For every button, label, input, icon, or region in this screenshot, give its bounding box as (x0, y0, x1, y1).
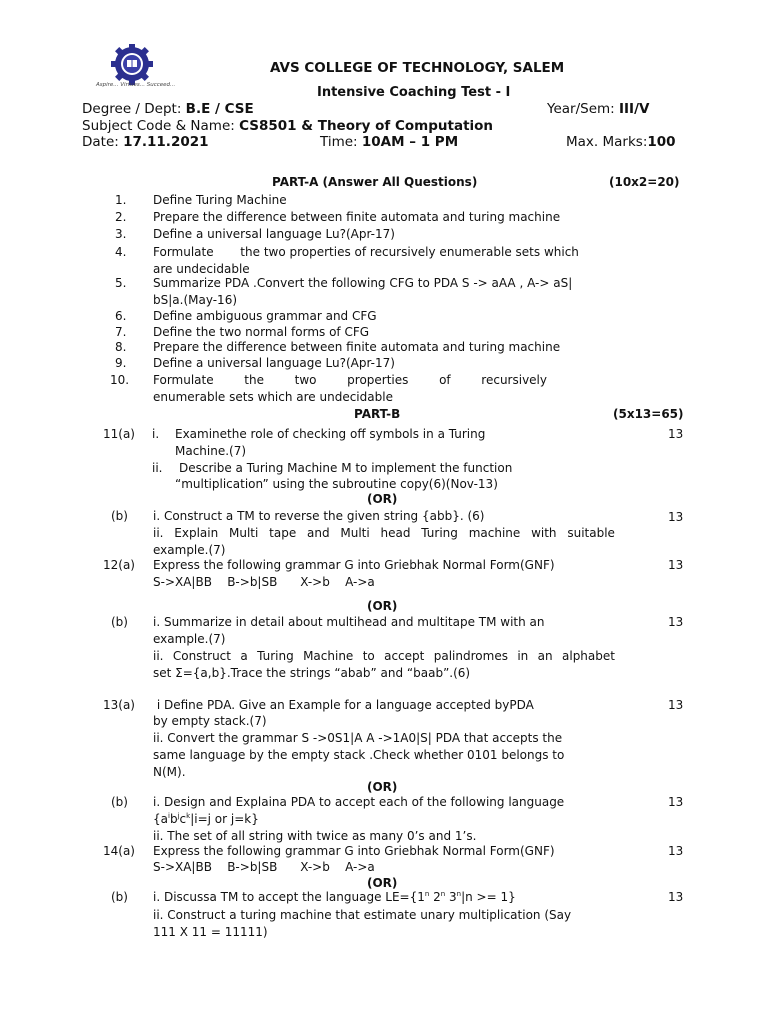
qb-text: S->XA|BB B->b|SB X->b A->a (153, 575, 375, 589)
part-b-marks: (5x13=65) (613, 407, 684, 421)
word: head (380, 526, 411, 540)
qa-text: Define a universal language Lu?(Apr-17) (153, 227, 395, 241)
qa-text-justified (153, 373, 547, 387)
word: accept (384, 649, 425, 663)
marks-13: 13 (668, 890, 684, 904)
subject-value: CS8501 & Theory of Computation (239, 118, 494, 134)
word: ii. (153, 649, 164, 663)
marks-13: 13 (668, 510, 684, 524)
qa-text: enumerable sets which are undecidable (153, 390, 393, 404)
word: the (244, 373, 264, 387)
word: ii. (153, 526, 164, 540)
word: Machine (303, 649, 354, 663)
or-divider: (OR) (367, 876, 398, 890)
qb-text: S->XA|BB B->b|SB X->b A->a (153, 860, 375, 874)
marks-13: 13 (668, 698, 684, 712)
formula-part: c (179, 812, 187, 826)
qb-text-formula (153, 812, 259, 826)
degree-value: B.E / CSE (185, 101, 254, 117)
date-label: Date: (82, 134, 124, 150)
qb-text: example.(7) (153, 543, 226, 557)
marks-line (566, 134, 676, 150)
college-logo (96, 44, 176, 92)
time-line (320, 134, 458, 150)
marks-13: 13 (668, 558, 684, 572)
word: suitable (567, 526, 615, 540)
marks-label: Max. Marks: (566, 134, 648, 150)
word: alphabet (562, 649, 615, 663)
word: recursively (481, 373, 547, 387)
qb-text: Machine.(7) (175, 444, 247, 458)
college-name: AVS COLLEGE OF TECHNOLOGY, SALEM (270, 60, 565, 76)
qa-number: 10. (110, 373, 130, 387)
qa-text: Formulate the two properties of recursively enumerable sets which (153, 245, 579, 259)
word: in (517, 649, 529, 663)
superscript: i (168, 812, 170, 820)
word: properties (347, 373, 409, 387)
qa-text: bS|a.(May-16) (153, 293, 238, 307)
yearsem-label: Year/Sem: (547, 101, 619, 117)
time-value: 10AM – 1 PM (361, 134, 459, 150)
marks-13: 13 (668, 615, 684, 629)
qa-number: 2. (115, 210, 127, 224)
qb-text-formula (153, 890, 516, 904)
qa-number: 5. (115, 276, 127, 290)
qa-number: 4. (115, 245, 127, 259)
qb-number: 14(a) (103, 844, 135, 858)
qb-text: same language by the empty stack .Check whether 0101 belongs to (153, 748, 565, 762)
qa-text: Define the two normal forms of CFG (153, 325, 370, 339)
qb-roman: ii. (152, 461, 163, 475)
word: Multi (340, 526, 370, 540)
qb-text-justified (153, 649, 615, 663)
qb-text: by empty stack.(7) (153, 714, 267, 728)
qb-text: Express the following grammar G into Griebhak Normal Form(GNF) (153, 558, 555, 572)
qb-text: i. Summarize in detail about multihead and multitape TM with an (153, 615, 545, 629)
qa-number: 8. (115, 340, 127, 354)
word: an (537, 649, 553, 663)
logo-tagline: Aspire... Virtues... Succeed... (96, 82, 176, 88)
word: two (294, 373, 317, 387)
test-name: Intensive Coaching Test - I (317, 85, 511, 100)
qa-number: 3. (115, 227, 127, 241)
qa-text: Define a universal language Lu?(Apr-17) (153, 356, 395, 370)
degree-label: Degree / Dept: (82, 101, 186, 117)
qb-text: i. Construct a TM to reverse the given string {abb}. (6) (153, 509, 485, 523)
subject-label: Subject Code & Name: (82, 118, 240, 134)
superscript: n (424, 890, 430, 898)
formula-part: |n >= 1} (461, 890, 516, 904)
superscript: n (456, 890, 462, 898)
yearsem-value: III/V (619, 101, 650, 117)
word: and (307, 526, 330, 540)
date-value: 17.11.2021 (123, 134, 209, 150)
or-divider: (OR) (367, 492, 398, 506)
qb-text: ii. Convert the grammar S ->0S1|A A ->1A0|S| PDA that accepts the (153, 731, 563, 745)
qb-roman: i. (152, 427, 160, 441)
qa-text: are undecidable (153, 262, 250, 276)
qb-text: i Define PDA. Give an Example for a language accepted byPDA (153, 698, 534, 712)
subject-line (82, 118, 493, 134)
word: Formulate (153, 373, 214, 387)
qb-number: (b) (111, 615, 128, 629)
superscript: j (177, 812, 180, 820)
qb-number: (b) (111, 509, 128, 523)
qb-number: 11(a) (103, 427, 135, 441)
superscript: n (440, 890, 446, 898)
qa-text: Prepare the difference between finite automata and turing machine (153, 210, 561, 224)
qb-number: 13(a) (103, 698, 135, 712)
word: to (362, 649, 375, 663)
word: Multi (229, 526, 259, 540)
formula-part: b (169, 812, 178, 826)
qa-number: 6. (115, 309, 127, 323)
qb-text: N(M). (153, 765, 186, 779)
word: Construct (172, 649, 231, 663)
qa-text: Define ambiguous grammar and CFG (153, 309, 377, 323)
qa-number: 1. (115, 193, 127, 207)
formula-part: |i=j or j=k} (190, 812, 259, 826)
qb-text: set Σ={a,b}.Trace the strings “abab” and “baab”.(6) (153, 666, 471, 680)
qb-text: example.(7) (153, 632, 226, 646)
superscript: k (186, 812, 191, 820)
part-a-marks: (10x2=20) (609, 175, 680, 189)
formula-part: i. Discussa TM to accept the language LE={1 (153, 890, 425, 904)
date-line (82, 134, 209, 150)
word: a (240, 649, 248, 663)
marks-value: 100 (647, 134, 676, 150)
qb-text: Express the following grammar G into Griebhak Normal Form(GNF) (153, 844, 555, 858)
qa-text: Define Turing Machine (153, 193, 287, 207)
qb-text: Examinethe role of checking off symbols in a Turing (175, 427, 486, 441)
qa-number: 9. (115, 356, 127, 370)
word: tape (269, 526, 297, 540)
or-divider: (OR) (367, 780, 398, 794)
qb-text: ii. The set of all string with twice as many 0’s and 1’s. (153, 829, 477, 843)
word: machine (468, 526, 521, 540)
word: Turing (257, 649, 294, 663)
time-label: Time: (320, 134, 362, 150)
marks-13: 13 (668, 795, 684, 809)
qb-number: (b) (111, 890, 128, 904)
formula-part: {a (153, 812, 168, 826)
qb-text: 111 X 11 = 11111) (153, 925, 268, 939)
word: palindromes (433, 649, 508, 663)
qa-text: Prepare the difference between finite automata and turing machine (153, 340, 561, 354)
word: Explain (174, 526, 219, 540)
formula-part: 3 (445, 890, 457, 904)
qb-text: ii. Construct a turing machine that estimate unary multiplication (Say (153, 908, 572, 922)
yearsem-line (547, 101, 649, 117)
word: with (531, 526, 557, 540)
marks-13: 13 (668, 427, 684, 441)
formula-part: 2 (429, 890, 441, 904)
qa-text: Summarize PDA .Convert the following CFG to PDA S -> aAA , A-> aS| (153, 276, 573, 290)
qb-text: i. Design and Explaina PDA to accept each of the following language (153, 795, 565, 809)
marks-13: 13 (668, 844, 684, 858)
qb-text: “multiplication” using the subroutine copy(6)(Nov-13) (175, 477, 498, 491)
degree-line (82, 101, 254, 117)
word: of (439, 373, 451, 387)
word: Turing (421, 526, 458, 540)
qb-text-justified (153, 526, 615, 540)
or-divider: (OR) (367, 599, 398, 613)
qb-number: 12(a) (103, 558, 135, 572)
qb-text: Describe a Turing Machine M to implement the function (179, 461, 513, 475)
qb-number: (b) (111, 795, 128, 809)
part-a-heading: PART-A (Answer All Questions) (272, 175, 478, 189)
qa-number: 7. (115, 325, 127, 339)
part-b-heading: PART-B (354, 407, 401, 421)
